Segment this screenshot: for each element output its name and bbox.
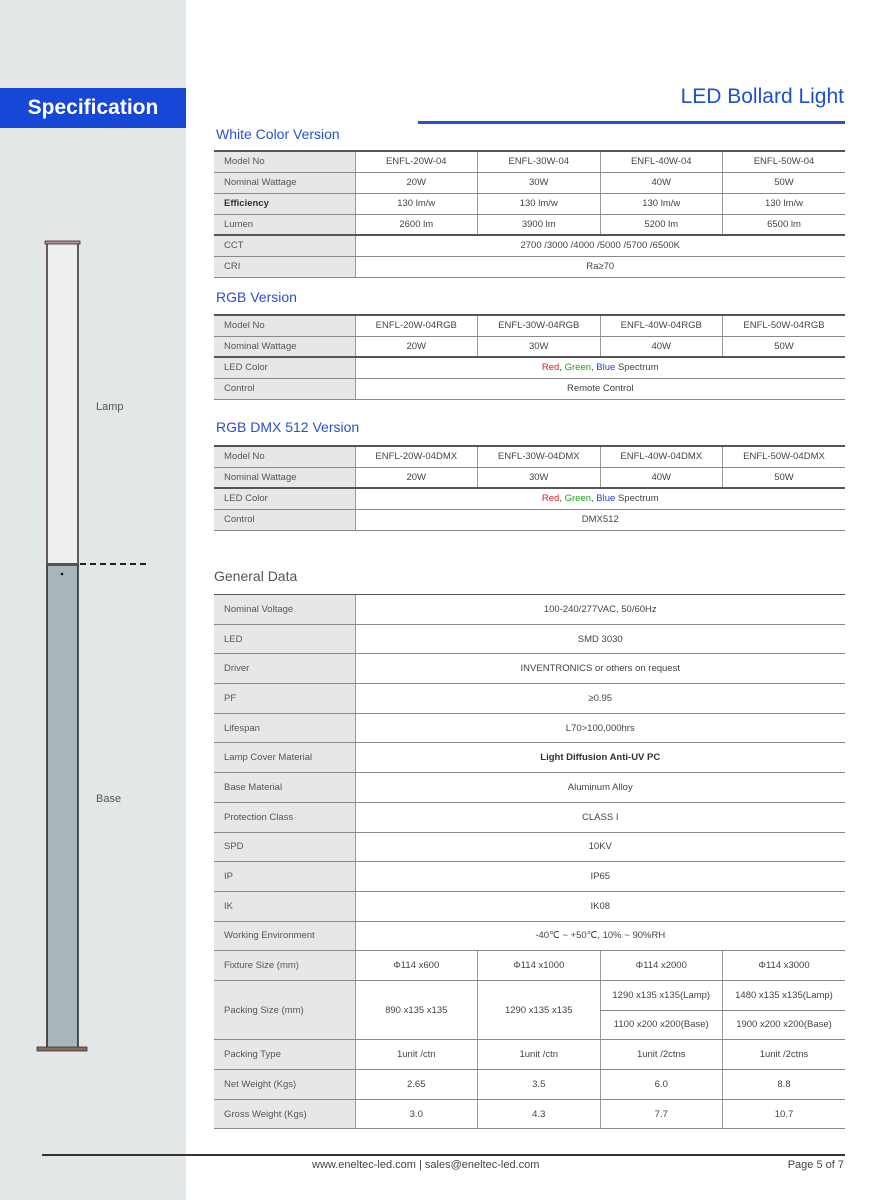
dmx-version-table	[214, 445, 845, 531]
led-color-value: Red, Green, Blue Spectrum	[355, 488, 845, 509]
row-label: Nominal Wattage	[214, 172, 355, 193]
cell: 8.8	[723, 1070, 846, 1100]
cell: Φ114 x3000	[723, 951, 846, 981]
title-underline	[418, 121, 845, 124]
cell: ENFL-30W-04RGB	[478, 315, 601, 336]
white-version-table	[214, 150, 845, 278]
cell: -40℃ ~ +50℃, 10% ~ 90%RH	[355, 921, 845, 951]
cell: 50W	[723, 172, 846, 193]
table-row	[214, 446, 845, 467]
cell: Φ114 x1000	[478, 951, 601, 981]
cell: ENFL-50W-04	[723, 151, 846, 172]
table-row	[214, 315, 845, 336]
table-row	[214, 951, 845, 981]
row-label: Net Weight (Kgs)	[214, 1070, 355, 1100]
cell: CLASS I	[355, 802, 845, 832]
cell: 1unit /2ctns	[723, 1040, 846, 1070]
general-data-table	[214, 594, 845, 1129]
cct-label: CCT	[214, 235, 355, 256]
row-label: PF	[214, 684, 355, 714]
cell: 40W	[600, 336, 723, 357]
cri-value: Ra≥70	[355, 256, 845, 277]
cell: 100-240/277VAC, 50/60Hz	[355, 595, 845, 625]
cell: 1unit /ctn	[478, 1040, 601, 1070]
table-row	[214, 624, 845, 654]
row-label: Lamp Cover Material	[214, 743, 355, 773]
table-row	[214, 654, 845, 684]
packing-size-label: Packing Size (mm)	[214, 980, 355, 1039]
table-row	[214, 773, 845, 803]
dmx-version-heading: RGB DMX 512 Version	[216, 419, 360, 435]
table-row	[214, 172, 845, 193]
table-row	[214, 467, 845, 488]
cell: 20W	[355, 467, 478, 488]
cell: Φ114 x600	[355, 951, 478, 981]
cell: IK08	[355, 891, 845, 921]
cell: 130 lm/w	[478, 193, 601, 214]
table-row	[214, 151, 845, 172]
cell: 50W	[723, 467, 846, 488]
cell: 1290 x135 x135	[478, 980, 601, 1039]
page-title: LED Bollard Light	[680, 85, 844, 108]
cell: ENFL-20W-04RGB	[355, 315, 478, 336]
row-label: Model No	[214, 315, 355, 336]
cell: 1unit /2ctns	[600, 1040, 723, 1070]
cell: SMD 3030	[355, 624, 845, 654]
cell: 1480 x135 x135(Lamp)	[723, 980, 846, 1010]
row-label: Model No	[214, 151, 355, 172]
row-label: Fixture Size (mm)	[214, 951, 355, 981]
table-row	[214, 193, 845, 214]
led-color-value: Red, Green, Blue Spectrum	[355, 357, 845, 378]
cell: 30W	[478, 336, 601, 357]
cell: 2.65	[355, 1070, 478, 1100]
cct-value: 2700 /3000 /4000 /5000 /5700 /6500K	[355, 235, 845, 256]
row-label: SPD	[214, 832, 355, 862]
table-row	[214, 336, 845, 357]
base-label: Base	[96, 793, 122, 805]
cell: 1100 x200 x200(Base)	[600, 1010, 723, 1040]
section-banner: Specification	[0, 88, 186, 128]
lamp-label: Lamp	[96, 401, 124, 413]
table-row	[214, 713, 845, 743]
cell: 130 lm/w	[355, 193, 478, 214]
row-label: Packing Type	[214, 1040, 355, 1070]
row-label: Efficiency	[214, 193, 355, 214]
cell: 30W	[478, 467, 601, 488]
cell: 3900 lm	[478, 214, 601, 235]
cell: ENFL-50W-04RGB	[723, 315, 846, 336]
cell: 3.5	[478, 1070, 601, 1100]
rgb-version-table	[214, 314, 845, 400]
cell: 20W	[355, 172, 478, 193]
row-label: Lifespan	[214, 713, 355, 743]
cell: IP65	[355, 862, 845, 892]
table-row	[214, 862, 845, 892]
cell: ENFL-50W-04DMX	[723, 446, 846, 467]
led-color-label: LED Color	[214, 488, 355, 509]
cell: Aluminum Alloy	[355, 773, 845, 803]
row-label: Driver	[214, 654, 355, 684]
footer-contact[interactable]: www.eneltec-led.com | sales@eneltec-led.com	[312, 1159, 540, 1171]
row-label: Nominal Wattage	[214, 336, 355, 357]
cell: ENFL-30W-04DMX	[478, 446, 601, 467]
cri-label: CRI	[214, 256, 355, 277]
table-row	[214, 921, 845, 951]
cell: 50W	[723, 336, 846, 357]
control-value: Remote Control	[355, 378, 845, 399]
cell: 130 lm/w	[723, 193, 846, 214]
control-value: DMX512	[355, 509, 845, 530]
row-label: Nominal Voltage	[214, 595, 355, 625]
led-color-label: LED Color	[214, 357, 355, 378]
cell: 5200 lm	[600, 214, 723, 235]
row-label: Gross Weight (Kgs)	[214, 1099, 355, 1129]
cell: ENFL-20W-04	[355, 151, 478, 172]
cell: 890 x135 x135	[355, 980, 478, 1039]
page-number: Page 5 of 7	[787, 1159, 844, 1171]
row-label: LED	[214, 624, 355, 654]
cell: 6.0	[600, 1070, 723, 1100]
table-row	[214, 1040, 845, 1070]
cell: L70>100,000hrs	[355, 713, 845, 743]
cell: 20W	[355, 336, 478, 357]
cell: 10.7	[723, 1099, 846, 1129]
general-data-heading: General Data	[214, 568, 298, 584]
cell: 30W	[478, 172, 601, 193]
cell: 7.7	[600, 1099, 723, 1129]
table-row	[214, 1070, 845, 1100]
cell: 2600 lm	[355, 214, 478, 235]
bollard-diagram	[30, 238, 160, 1058]
cell: ENFL-30W-04	[478, 151, 601, 172]
row-label: Base Material	[214, 773, 355, 803]
table-row	[214, 743, 845, 773]
table-row	[214, 802, 845, 832]
rgb-version-heading: RGB Version	[216, 289, 297, 305]
cell: Light Diffusion Anti-UV PC	[355, 743, 845, 773]
cell: ENFL-40W-04DMX	[600, 446, 723, 467]
cell: 10KV	[355, 832, 845, 862]
cell: ENFL-20W-04DMX	[355, 446, 478, 467]
cell: ENFL-40W-04	[600, 151, 723, 172]
cell: 130 lm/w	[600, 193, 723, 214]
row-label: IP	[214, 862, 355, 892]
cell: 3.0	[355, 1099, 478, 1129]
table-row	[214, 214, 845, 235]
row-label: Model No	[214, 446, 355, 467]
white-version-heading: White Color Version	[216, 126, 340, 142]
row-label: IK	[214, 891, 355, 921]
cell: 1900 x200 x200(Base)	[723, 1010, 846, 1040]
table-row	[214, 891, 845, 921]
row-label: Working Environment	[214, 921, 355, 951]
row-label: Nominal Wattage	[214, 467, 355, 488]
table-row	[214, 595, 845, 625]
cell: Φ114 x2000	[600, 951, 723, 981]
table-row	[214, 832, 845, 862]
cell: 6500 lm	[723, 214, 846, 235]
cell: INVENTRONICS or others on request	[355, 654, 845, 684]
cell: 40W	[600, 172, 723, 193]
cell: ≥0.95	[355, 684, 845, 714]
cell: 1290 x135 x135(Lamp)	[600, 980, 723, 1010]
control-label: Control	[214, 378, 355, 399]
cell: 4.3	[478, 1099, 601, 1129]
table-row	[214, 1099, 845, 1129]
row-label: Protection Class	[214, 802, 355, 832]
row-label: Lumen	[214, 214, 355, 235]
table-row	[214, 684, 845, 714]
control-label: Control	[214, 509, 355, 530]
cell: 40W	[600, 467, 723, 488]
cell: 1unit /ctn	[355, 1040, 478, 1070]
cell: ENFL-40W-04RGB	[600, 315, 723, 336]
footer-divider	[42, 1154, 845, 1156]
